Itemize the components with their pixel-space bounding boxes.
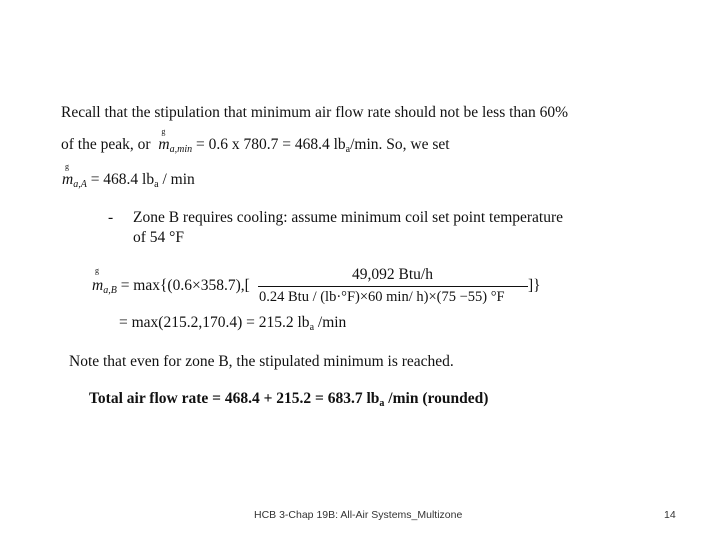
eq-b-denominator: 0.24 Btu / (lb·°F)×60 min/ h)×(75 −55) °F bbox=[259, 289, 505, 305]
equation-zone-a bbox=[62, 162, 195, 190]
note-text: Note that even for zone B, the stipulated minimum is reached. bbox=[69, 353, 454, 370]
m-subscript: a,B bbox=[103, 285, 117, 296]
total-prefix: Total air flow rate = 468.4 + 215.2 = 683.7 lb bbox=[89, 390, 380, 407]
m-symbol: m bbox=[158, 136, 170, 153]
eq-b-result-unit: /min bbox=[317, 314, 347, 331]
m-symbol: m bbox=[92, 277, 104, 294]
dot-mark: g bbox=[95, 266, 99, 275]
line-2-tail: /min. So, we set bbox=[350, 136, 450, 153]
m-subscript: a,A bbox=[73, 179, 87, 190]
footer-caption: HCB 3-Chap 19B: All-Air Systems_Multizone bbox=[254, 509, 463, 521]
m-subscript: a,min bbox=[169, 144, 193, 155]
eq-a-unit: / min bbox=[162, 171, 195, 188]
mass-flow-a-symbol bbox=[62, 162, 87, 190]
bullet-line-1: Zone B requires cooling: assume minimum coil set point temperature bbox=[133, 209, 564, 226]
total-air-flow bbox=[89, 390, 488, 409]
mass-flow-b-symbol bbox=[92, 266, 117, 296]
m-symbol: m bbox=[62, 171, 74, 188]
line-2-calc: = 0.6 x 780.7 = 468.4 lb bbox=[195, 136, 346, 153]
eq-b-result bbox=[119, 314, 346, 333]
eq-b-result-sub: a bbox=[309, 322, 315, 333]
eq-b-close: ]} bbox=[528, 277, 541, 294]
total-suffix: /min (rounded) bbox=[388, 390, 489, 407]
bullet-marker: - bbox=[108, 209, 114, 226]
equation-zone-b-lhs bbox=[92, 266, 250, 296]
total-sub: a bbox=[379, 398, 385, 409]
bullet-line-2: of 54 °F bbox=[133, 229, 184, 246]
paragraph-line-1: Recall that the stipulation that minimum air flow rate should not be less than 60% bbox=[61, 104, 569, 121]
page-number: 14 bbox=[664, 509, 676, 521]
eq-a-value: = 468.4 lb bbox=[90, 171, 155, 188]
fraction-bar bbox=[258, 286, 528, 287]
eq-b-numerator: 49,092 Btu/h bbox=[352, 266, 433, 283]
dot-mark: g bbox=[65, 162, 69, 171]
eq-b-result-text: = max(215.2,170.4) = 215.2 lb bbox=[119, 314, 310, 331]
paragraph-line-2 bbox=[61, 127, 450, 155]
line-2-lb-sub: a bbox=[345, 144, 351, 155]
mass-flow-min-symbol bbox=[158, 127, 193, 155]
line-2-prefix: of the peak, or bbox=[61, 136, 151, 153]
dot-mark: g bbox=[161, 127, 166, 136]
eq-b-lhs: = max{(0.6×358.7),[ bbox=[120, 277, 250, 294]
eq-a-unit-sub: a bbox=[154, 179, 159, 190]
